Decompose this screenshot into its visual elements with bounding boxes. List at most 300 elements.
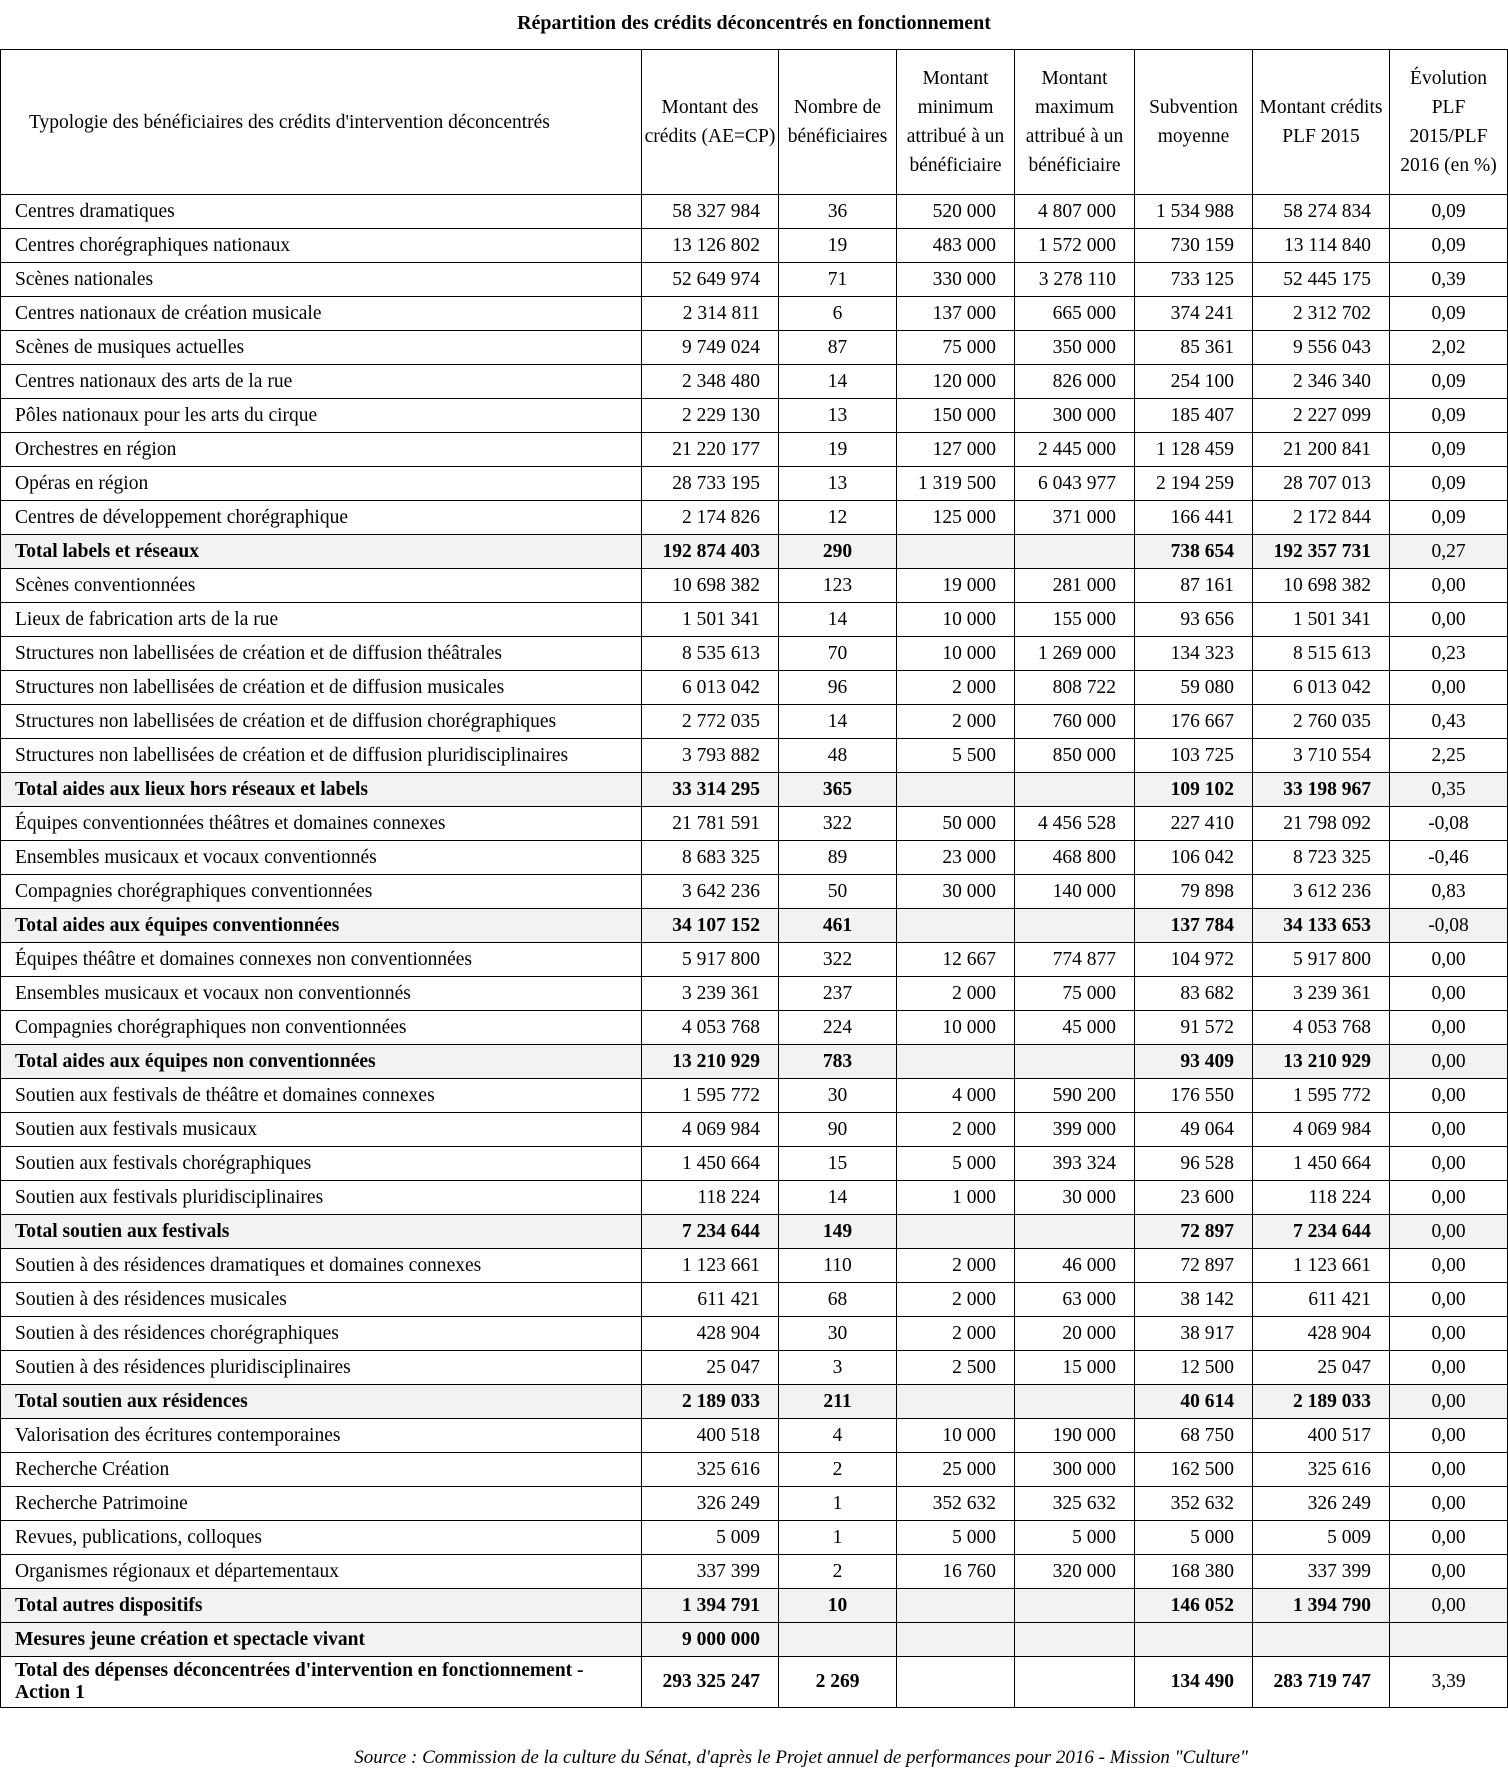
- table-row: [1, 841, 1508, 875]
- table-row: [1, 875, 1508, 909]
- table-title: Répartition des crédits déconcentrés en fonctionnement: [517, 12, 991, 34]
- table-row: [1, 399, 1508, 433]
- table-row: [1, 1521, 1508, 1555]
- col-montant-minimum-cell: 5 000: [897, 1521, 1015, 1555]
- col-typologie-cell: Centres nationaux des arts de la rue: [1, 365, 642, 399]
- col-subvention-moyenne-cell: 72 897: [1135, 1249, 1253, 1283]
- col-montant-maximum-cell: 350 000: [1015, 331, 1135, 365]
- col-nombre-beneficiaires-cell: 1: [779, 1521, 897, 1555]
- col-montant-plf-2015-cell: 6 013 042: [1253, 671, 1390, 705]
- col-evolution-cell: 0,00: [1390, 1011, 1508, 1045]
- col-montant-maximum-cell: 808 722: [1015, 671, 1135, 705]
- col-nombre-beneficiaires-cell: 110: [779, 1249, 897, 1283]
- total-row: [1, 1045, 1508, 1079]
- col-montant-maximum-cell: 6 043 977: [1015, 467, 1135, 501]
- col-montant-plf-2015-cell: 3 710 554: [1253, 739, 1390, 773]
- col-typologie-cell: Soutien à des résidences musicales: [1, 1283, 642, 1317]
- col-nombre-beneficiaires-cell: 48: [779, 739, 897, 773]
- col-evolution-cell: 0,00: [1390, 1385, 1508, 1419]
- col-typologie-cell: Recherche Patrimoine: [1, 1487, 642, 1521]
- col-montant-maximum-cell: 1 269 000: [1015, 637, 1135, 671]
- col-montant-maximum-cell: 850 000: [1015, 739, 1135, 773]
- table-row: [1, 739, 1508, 773]
- total-row: [1, 1215, 1508, 1249]
- col-subvention-moyenne-cell: 134 490: [1135, 1657, 1253, 1708]
- col-montant-credits-cell: 1 123 661: [642, 1249, 779, 1283]
- col-montant-minimum-cell: 10 000: [897, 637, 1015, 671]
- col-montant-plf-2015-cell: 283 719 747: [1253, 1657, 1390, 1708]
- col-typologie-cell: Opéras en région: [1, 467, 642, 501]
- col-montant-minimum-cell: [897, 1589, 1015, 1623]
- col-subvention-moyenne-cell: 185 407: [1135, 399, 1253, 433]
- col-evolution-cell: 2,25: [1390, 739, 1508, 773]
- col-montant-credits-cell: 4 069 984: [642, 1113, 779, 1147]
- col-evolution-cell: 0,00: [1390, 1351, 1508, 1385]
- col-evolution-cell: 0,00: [1390, 1453, 1508, 1487]
- col-evolution-cell: 0,43: [1390, 705, 1508, 739]
- col-montant-minimum-cell: 2 000: [897, 1249, 1015, 1283]
- col-montant-minimum-cell: 12 667: [897, 943, 1015, 977]
- col-evolution-cell: 0,00: [1390, 1147, 1508, 1181]
- col-montant-maximum-cell: [1015, 535, 1135, 569]
- col-evolution-cell: 0,00: [1390, 1215, 1508, 1249]
- col-montant-minimum-cell: [897, 1657, 1015, 1708]
- col-montant-plf-2015-cell: 2 227 099: [1253, 399, 1390, 433]
- col-montant-maximum-cell: 140 000: [1015, 875, 1135, 909]
- col-montant-maximum-cell: 63 000: [1015, 1283, 1135, 1317]
- col-montant-maximum-cell: 300 000: [1015, 399, 1135, 433]
- col-typologie-header: Typologie des bénéficiaires des crédits d'intervention déconcentrés: [1, 50, 642, 195]
- col-montant-credits-cell: 25 047: [642, 1351, 779, 1385]
- col-montant-minimum-cell: 5 500: [897, 739, 1015, 773]
- source-note: Source : Commission de la culture du Sénat, d'après le Projet annuel de performances pour 2016 - Mission "Culture": [354, 1747, 1248, 1768]
- col-montant-minimum-cell: 2 000: [897, 705, 1015, 739]
- table-row: [1, 671, 1508, 705]
- total-row: [1, 1589, 1508, 1623]
- col-nombre-beneficiaires-cell: 30: [779, 1317, 897, 1351]
- col-montant-maximum-cell: 393 324: [1015, 1147, 1135, 1181]
- col-montant-minimum-cell: [897, 1385, 1015, 1419]
- col-evolution-cell: [1390, 1623, 1508, 1657]
- col-montant-plf-2015-cell: 21 200 841: [1253, 433, 1390, 467]
- col-montant-maximum-cell: 371 000: [1015, 501, 1135, 535]
- col-subvention-moyenne-cell: 730 159: [1135, 229, 1253, 263]
- col-montant-minimum-cell: 2 000: [897, 977, 1015, 1011]
- col-montant-minimum-cell: 25 000: [897, 1453, 1015, 1487]
- col-nombre-beneficiaires-cell: 13: [779, 467, 897, 501]
- col-montant-maximum-cell: 5 000: [1015, 1521, 1135, 1555]
- col-montant-maximum-cell: 30 000: [1015, 1181, 1135, 1215]
- col-evolution-cell: 0,00: [1390, 1045, 1508, 1079]
- col-nombre-beneficiaires-cell: 322: [779, 807, 897, 841]
- col-subvention-moyenne-cell: 733 125: [1135, 263, 1253, 297]
- col-evolution-cell: -0,08: [1390, 807, 1508, 841]
- col-evolution-cell: 0,35: [1390, 773, 1508, 807]
- col-typologie-cell: Centres chorégraphiques nationaux: [1, 229, 642, 263]
- total-row: [1, 1657, 1508, 1708]
- col-montant-credits-cell: 9 000 000: [642, 1623, 779, 1657]
- col-montant-minimum-cell: 137 000: [897, 297, 1015, 331]
- col-nombre-beneficiaires-cell: 12: [779, 501, 897, 535]
- col-evolution-cell: 0,00: [1390, 569, 1508, 603]
- table-row: [1, 1011, 1508, 1045]
- col-subvention-moyenne-cell: 38 142: [1135, 1283, 1253, 1317]
- col-subvention-moyenne-cell: 85 361: [1135, 331, 1253, 365]
- table-row: [1, 365, 1508, 399]
- col-montant-minimum-cell: 5 000: [897, 1147, 1015, 1181]
- col-montant-minimum-cell: 520 000: [897, 195, 1015, 229]
- col-subvention-moyenne-cell: 72 897: [1135, 1215, 1253, 1249]
- col-evolution-cell: 0,00: [1390, 1317, 1508, 1351]
- table-row: [1, 569, 1508, 603]
- table-row: [1, 807, 1508, 841]
- col-evolution-cell: 2,02: [1390, 331, 1508, 365]
- col-typologie-cell: Organismes régionaux et départementaux: [1, 1555, 642, 1589]
- col-evolution-cell: 0,00: [1390, 1589, 1508, 1623]
- col-montant-plf-2015-cell: 8 515 613: [1253, 637, 1390, 671]
- col-montant-plf-2015-cell: 25 047: [1253, 1351, 1390, 1385]
- col-montant-credits-cell: 1 450 664: [642, 1147, 779, 1181]
- col-montant-plf-2015-cell: 34 133 653: [1253, 909, 1390, 943]
- col-nombre-beneficiaires-cell: 2: [779, 1555, 897, 1589]
- col-montant-plf-2015-cell: 21 798 092: [1253, 807, 1390, 841]
- col-montant-credits-cell: 3 793 882: [642, 739, 779, 773]
- col-montant-plf-2015-cell: 4 069 984: [1253, 1113, 1390, 1147]
- col-nombre-beneficiaires-cell: 10: [779, 1589, 897, 1623]
- col-typologie-cell: Mesures jeune création et spectacle vivant: [1, 1623, 642, 1657]
- col-montant-minimum-cell: 127 000: [897, 433, 1015, 467]
- col-montant-maximum-cell: [1015, 1385, 1135, 1419]
- col-montant-credits-cell: 5 917 800: [642, 943, 779, 977]
- col-montant-minimum-cell: [897, 1045, 1015, 1079]
- col-montant-credits-cell: 3 642 236: [642, 875, 779, 909]
- table-row: [1, 263, 1508, 297]
- table-row: [1, 1249, 1508, 1283]
- col-montant-maximum-cell: 590 200: [1015, 1079, 1135, 1113]
- col-subvention-moyenne-cell: 83 682: [1135, 977, 1253, 1011]
- col-typologie-cell: Soutien à des résidences pluridisciplinaires: [1, 1351, 642, 1385]
- col-nombre-beneficiaires-cell: 89: [779, 841, 897, 875]
- col-montant-credits-cell: 2 189 033: [642, 1385, 779, 1419]
- col-typologie-cell: Ensembles musicaux et vocaux conventionnés: [1, 841, 642, 875]
- col-subvention-moyenne-cell: 109 102: [1135, 773, 1253, 807]
- col-subvention-moyenne-cell: 738 654: [1135, 535, 1253, 569]
- col-montant-maximum-header: Montant maximum attribué à un bénéficiaire: [1015, 50, 1135, 195]
- col-montant-minimum-cell: 50 000: [897, 807, 1015, 841]
- col-evolution-cell: 0,00: [1390, 671, 1508, 705]
- col-montant-plf-2015-cell: 13 210 929: [1253, 1045, 1390, 1079]
- col-montant-plf-2015-cell: 9 556 043: [1253, 331, 1390, 365]
- col-nombre-beneficiaires-cell: 13: [779, 399, 897, 433]
- table-row: [1, 977, 1508, 1011]
- col-nombre-beneficiaires-cell: 365: [779, 773, 897, 807]
- col-evolution-cell: 0,23: [1390, 637, 1508, 671]
- col-evolution-cell: -0,46: [1390, 841, 1508, 875]
- col-montant-credits-cell: 28 733 195: [642, 467, 779, 501]
- col-montant-minimum-cell: [897, 909, 1015, 943]
- col-typologie-cell: Lieux de fabrication arts de la rue: [1, 603, 642, 637]
- col-montant-plf-2015-cell: 1 123 661: [1253, 1249, 1390, 1283]
- credits-table: [0, 49, 1508, 1708]
- col-subvention-moyenne-cell: 38 917: [1135, 1317, 1253, 1351]
- col-subvention-moyenne-cell: 59 080: [1135, 671, 1253, 705]
- col-typologie-cell: Total aides aux équipes non conventionnées: [1, 1045, 642, 1079]
- col-montant-plf-2015-cell: 611 421: [1253, 1283, 1390, 1317]
- col-montant-plf-2015-cell: 52 445 175: [1253, 263, 1390, 297]
- col-montant-maximum-cell: 155 000: [1015, 603, 1135, 637]
- col-subvention-moyenne-cell: 2 194 259: [1135, 467, 1253, 501]
- col-montant-credits-cell: 33 314 295: [642, 773, 779, 807]
- col-typologie-cell: Équipes conventionnées théâtres et domaines connexes: [1, 807, 642, 841]
- col-typologie-cell: Scènes de musiques actuelles: [1, 331, 642, 365]
- col-montant-plf-2015-cell: 1 394 790: [1253, 1589, 1390, 1623]
- col-nombre-beneficiaires-cell: 224: [779, 1011, 897, 1045]
- col-typologie-cell: Équipes théâtre et domaines connexes non conventionnées: [1, 943, 642, 977]
- col-subvention-moyenne-cell: 168 380: [1135, 1555, 1253, 1589]
- table-row: [1, 1283, 1508, 1317]
- col-montant-plf-2015-cell: 4 053 768: [1253, 1011, 1390, 1045]
- col-montant-plf-2015-cell: 33 198 967: [1253, 773, 1390, 807]
- col-montant-plf-2015-cell: 7 234 644: [1253, 1215, 1390, 1249]
- col-subvention-moyenne-cell: 176 667: [1135, 705, 1253, 739]
- table-row: [1, 1351, 1508, 1385]
- col-nombre-beneficiaires-cell: 14: [779, 705, 897, 739]
- col-nombre-beneficiaires-cell: 71: [779, 263, 897, 297]
- col-subvention-moyenne-cell: 254 100: [1135, 365, 1253, 399]
- table-row: [1, 1079, 1508, 1113]
- col-subvention-moyenne-cell: 79 898: [1135, 875, 1253, 909]
- total-row: [1, 909, 1508, 943]
- col-montant-maximum-cell: 45 000: [1015, 1011, 1135, 1045]
- col-montant-plf-2015-header: Montant crédits PLF 2015: [1253, 50, 1390, 195]
- col-subvention-moyenne-cell: 96 528: [1135, 1147, 1253, 1181]
- col-montant-plf-2015-cell: 10 698 382: [1253, 569, 1390, 603]
- col-montant-minimum-cell: 483 000: [897, 229, 1015, 263]
- col-typologie-cell: Soutien à des résidences chorégraphiques: [1, 1317, 642, 1351]
- col-typologie-cell: Structures non labellisées de création et de diffusion pluridisciplinaires: [1, 739, 642, 773]
- col-montant-credits-cell: 2 772 035: [642, 705, 779, 739]
- col-montant-maximum-cell: 399 000: [1015, 1113, 1135, 1147]
- table-row: [1, 1317, 1508, 1351]
- col-montant-maximum-cell: 2 445 000: [1015, 433, 1135, 467]
- col-montant-maximum-cell: 75 000: [1015, 977, 1135, 1011]
- total-row: [1, 1385, 1508, 1419]
- col-montant-credits-cell: 58 327 984: [642, 195, 779, 229]
- col-montant-minimum-cell: 23 000: [897, 841, 1015, 875]
- col-montant-plf-2015-cell: 118 224: [1253, 1181, 1390, 1215]
- col-typologie-cell: Soutien aux festivals pluridisciplinaires: [1, 1181, 642, 1215]
- col-evolution-cell: 0,00: [1390, 1181, 1508, 1215]
- col-montant-maximum-cell: [1015, 909, 1135, 943]
- col-montant-minimum-cell: 10 000: [897, 1419, 1015, 1453]
- col-nombre-beneficiaires-cell: 4: [779, 1419, 897, 1453]
- col-montant-maximum-cell: [1015, 1589, 1135, 1623]
- col-montant-minimum-cell: 4 000: [897, 1079, 1015, 1113]
- col-subvention-moyenne-cell: [1135, 1623, 1253, 1657]
- col-evolution-cell: 0,27: [1390, 535, 1508, 569]
- col-typologie-cell: Recherche Création: [1, 1453, 642, 1487]
- table-row: [1, 433, 1508, 467]
- col-typologie-cell: Scènes conventionnées: [1, 569, 642, 603]
- col-montant-minimum-cell: [897, 1623, 1015, 1657]
- col-montant-plf-2015-cell: 2 172 844: [1253, 501, 1390, 535]
- table-row: [1, 501, 1508, 535]
- col-evolution-cell: 0,09: [1390, 229, 1508, 263]
- col-montant-credits-cell: 13 126 802: [642, 229, 779, 263]
- col-typologie-cell: Soutien à des résidences dramatiques et domaines connexes: [1, 1249, 642, 1283]
- col-montant-minimum-header: Montant minimum attribué à un bénéficiaire: [897, 50, 1015, 195]
- col-nombre-beneficiaires-cell: 36: [779, 195, 897, 229]
- col-nombre-beneficiaires-cell: 2: [779, 1453, 897, 1487]
- col-subvention-moyenne-cell: 93 409: [1135, 1045, 1253, 1079]
- col-evolution-cell: 0,39: [1390, 263, 1508, 297]
- col-evolution-cell: 0,09: [1390, 365, 1508, 399]
- col-montant-minimum-cell: 120 000: [897, 365, 1015, 399]
- col-montant-minimum-cell: [897, 1215, 1015, 1249]
- col-montant-credits-cell: 10 698 382: [642, 569, 779, 603]
- col-montant-credits-cell: 2 229 130: [642, 399, 779, 433]
- table-row: [1, 195, 1508, 229]
- col-montant-maximum-cell: [1015, 773, 1135, 807]
- col-evolution-cell: 0,00: [1390, 1487, 1508, 1521]
- col-evolution-header: Évolution PLF 2015/PLF 2016 (en %): [1390, 50, 1508, 195]
- col-montant-maximum-cell: 46 000: [1015, 1249, 1135, 1283]
- col-typologie-cell: Revues, publications, colloques: [1, 1521, 642, 1555]
- col-subvention-moyenne-cell: 12 500: [1135, 1351, 1253, 1385]
- col-montant-minimum-cell: 1 000: [897, 1181, 1015, 1215]
- col-subvention-moyenne-cell: 5 000: [1135, 1521, 1253, 1555]
- col-subvention-moyenne-cell: 103 725: [1135, 739, 1253, 773]
- col-montant-credits-cell: 52 649 974: [642, 263, 779, 297]
- col-montant-credits-cell: 8 535 613: [642, 637, 779, 671]
- col-typologie-cell: Total aides aux lieux hors réseaux et labels: [1, 773, 642, 807]
- col-montant-minimum-cell: 19 000: [897, 569, 1015, 603]
- col-nombre-beneficiaires-cell: 14: [779, 603, 897, 637]
- col-nombre-beneficiaires-cell: 237: [779, 977, 897, 1011]
- col-nombre-beneficiaires-cell: 19: [779, 433, 897, 467]
- col-montant-credits-cell: 9 749 024: [642, 331, 779, 365]
- col-montant-plf-2015-cell: 5 009: [1253, 1521, 1390, 1555]
- col-montant-plf-2015-cell: 1 501 341: [1253, 603, 1390, 637]
- col-montant-minimum-cell: 10 000: [897, 1011, 1015, 1045]
- col-nombre-beneficiaires-cell: 90: [779, 1113, 897, 1147]
- col-evolution-cell: 0,00: [1390, 1283, 1508, 1317]
- col-nombre-beneficiaires-cell: 30: [779, 1079, 897, 1113]
- col-typologie-cell: Structures non labellisées de création et de diffusion théâtrales: [1, 637, 642, 671]
- col-subvention-moyenne-cell: 146 052: [1135, 1589, 1253, 1623]
- col-typologie-cell: Centres de développement chorégraphique: [1, 501, 642, 535]
- col-montant-minimum-cell: 2 500: [897, 1351, 1015, 1385]
- col-montant-minimum-cell: 75 000: [897, 331, 1015, 365]
- col-evolution-cell: -0,08: [1390, 909, 1508, 943]
- col-nombre-beneficiaires-cell: 322: [779, 943, 897, 977]
- col-typologie-cell: Structures non labellisées de création et de diffusion musicales: [1, 671, 642, 705]
- col-nombre-beneficiaires-cell: 149: [779, 1215, 897, 1249]
- table-row: [1, 705, 1508, 739]
- col-montant-plf-2015-cell: 5 917 800: [1253, 943, 1390, 977]
- col-montant-plf-2015-cell: 428 904: [1253, 1317, 1390, 1351]
- col-subvention-moyenne-cell: 166 441: [1135, 501, 1253, 535]
- col-subvention-moyenne-cell: 23 600: [1135, 1181, 1253, 1215]
- col-montant-maximum-cell: 826 000: [1015, 365, 1135, 399]
- col-evolution-cell: 0,09: [1390, 297, 1508, 331]
- table-row: [1, 1487, 1508, 1521]
- col-montant-minimum-cell: 2 000: [897, 1283, 1015, 1317]
- col-montant-maximum-cell: 774 877: [1015, 943, 1135, 977]
- col-nombre-beneficiaires-cell: 461: [779, 909, 897, 943]
- col-montant-minimum-cell: 2 000: [897, 1113, 1015, 1147]
- col-evolution-cell: 0,09: [1390, 433, 1508, 467]
- col-subvention-moyenne-cell: 49 064: [1135, 1113, 1253, 1147]
- col-nombre-beneficiaires-cell: 68: [779, 1283, 897, 1317]
- col-montant-minimum-cell: 1 319 500: [897, 467, 1015, 501]
- col-montant-minimum-cell: 30 000: [897, 875, 1015, 909]
- col-montant-credits-cell: 325 616: [642, 1453, 779, 1487]
- col-nombre-beneficiaires-cell: 15: [779, 1147, 897, 1181]
- table-row: [1, 467, 1508, 501]
- col-typologie-cell: Pôles nationaux pour les arts du cirque: [1, 399, 642, 433]
- col-subvention-moyenne-cell: 227 410: [1135, 807, 1253, 841]
- table-row: [1, 1453, 1508, 1487]
- col-montant-minimum-cell: 330 000: [897, 263, 1015, 297]
- col-montant-credits-cell: 7 234 644: [642, 1215, 779, 1249]
- table-row: [1, 297, 1508, 331]
- col-montant-credits-cell: 611 421: [642, 1283, 779, 1317]
- col-montant-minimum-cell: 150 000: [897, 399, 1015, 433]
- col-montant-credits-cell: 326 249: [642, 1487, 779, 1521]
- col-montant-credits-cell: 3 239 361: [642, 977, 779, 1011]
- col-subvention-moyenne-cell: 1 534 988: [1135, 195, 1253, 229]
- col-nombre-beneficiaires-cell: [779, 1623, 897, 1657]
- col-montant-maximum-cell: 468 800: [1015, 841, 1135, 875]
- col-montant-maximum-cell: [1015, 1657, 1135, 1708]
- col-nombre-beneficiaires-cell: 96: [779, 671, 897, 705]
- col-montant-minimum-cell: [897, 535, 1015, 569]
- col-montant-credits-cell: 337 399: [642, 1555, 779, 1589]
- table-row: [1, 1147, 1508, 1181]
- col-evolution-cell: 0,09: [1390, 399, 1508, 433]
- col-montant-minimum-cell: 2 000: [897, 671, 1015, 705]
- table-row: [1, 1419, 1508, 1453]
- col-subvention-moyenne-cell: 1 128 459: [1135, 433, 1253, 467]
- col-subvention-moyenne-cell: 176 550: [1135, 1079, 1253, 1113]
- col-evolution-cell: 0,00: [1390, 1113, 1508, 1147]
- col-nombre-beneficiaires-cell: 6: [779, 297, 897, 331]
- col-montant-credits-cell: 2 348 480: [642, 365, 779, 399]
- col-montant-credits-cell: 428 904: [642, 1317, 779, 1351]
- col-subvention-moyenne-cell: 93 656: [1135, 603, 1253, 637]
- col-montant-credits-cell: 21 781 591: [642, 807, 779, 841]
- col-typologie-cell: Centres nationaux de création musicale: [1, 297, 642, 331]
- col-typologie-cell: Total aides aux équipes conventionnées: [1, 909, 642, 943]
- col-montant-credits-cell: 1 501 341: [642, 603, 779, 637]
- col-subvention-moyenne-cell: 137 784: [1135, 909, 1253, 943]
- col-montant-credits-header: Montant des crédits (AE=CP): [642, 50, 779, 195]
- col-montant-minimum-cell: [897, 773, 1015, 807]
- col-evolution-cell: 0,00: [1390, 1419, 1508, 1453]
- col-montant-plf-2015-cell: 2 760 035: [1253, 705, 1390, 739]
- col-montant-maximum-cell: [1015, 1215, 1135, 1249]
- col-evolution-cell: 0,00: [1390, 1555, 1508, 1589]
- col-montant-minimum-cell: 125 000: [897, 501, 1015, 535]
- col-montant-plf-2015-cell: 326 249: [1253, 1487, 1390, 1521]
- col-nombre-beneficiaires-cell: 783: [779, 1045, 897, 1079]
- table-row: [1, 1181, 1508, 1215]
- header-row: [1, 50, 1508, 195]
- col-montant-credits-cell: 2 174 826: [642, 501, 779, 535]
- table-row: [1, 637, 1508, 671]
- col-montant-minimum-cell: 16 760: [897, 1555, 1015, 1589]
